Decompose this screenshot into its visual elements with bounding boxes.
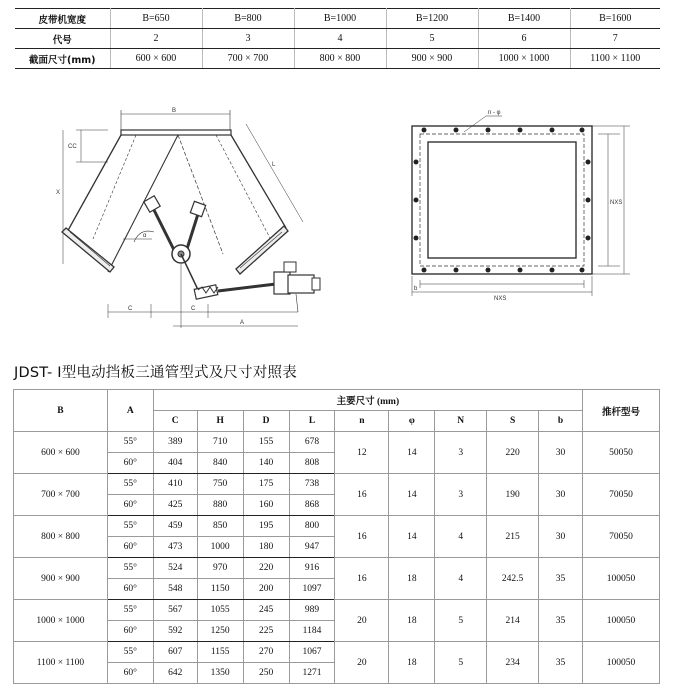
table-cell: 7 (570, 29, 660, 49)
cell-l: 916 (289, 558, 335, 579)
cell-b-small: 35 (539, 558, 583, 600)
cell-h: 1150 (197, 579, 243, 600)
cell-l: 738 (289, 474, 335, 495)
cell-d: 175 (243, 474, 289, 495)
dim-label-b-small: b (414, 286, 418, 292)
cell-d: 155 (243, 432, 289, 453)
cell-a: 60° (107, 495, 153, 516)
cell-pusher: 50050 (583, 432, 660, 474)
header-s: S (487, 411, 539, 432)
cell-s: 215 (487, 516, 539, 558)
cell-b-small: 35 (539, 642, 583, 684)
cell-a: 55° (107, 432, 153, 453)
cell-b: 1100 × 1100 (14, 642, 108, 684)
dim-label-c-right: C (191, 306, 196, 312)
table-cell: B=1600 (570, 9, 660, 29)
header-c: C (153, 411, 197, 432)
cell-l: 1271 (289, 663, 335, 684)
cell-d: 270 (243, 642, 289, 663)
cell-d: 140 (243, 453, 289, 474)
cell-h: 850 (197, 516, 243, 537)
cell-h: 970 (197, 558, 243, 579)
cell-a: 55° (107, 642, 153, 663)
row-header-code: 代号 (15, 29, 110, 49)
cell-b-small: 30 (539, 432, 583, 474)
cell-d: 160 (243, 495, 289, 516)
cell-d: 180 (243, 537, 289, 558)
header-a: A (107, 390, 153, 432)
table-row (14, 432, 660, 453)
cell-phi: 14 (389, 516, 435, 558)
cell-d: 195 (243, 516, 289, 537)
cell-a: 55° (107, 516, 153, 537)
table-row (14, 600, 660, 621)
cell-c: 404 (153, 453, 197, 474)
cell-h: 1155 (197, 642, 243, 663)
cell-n-upper: 3 (435, 432, 487, 474)
table-row (14, 474, 660, 495)
cell-pusher: 100050 (583, 642, 660, 684)
table-cell: 700 × 700 (202, 49, 294, 69)
header-main-dims: 主要尺寸 (mm) (153, 390, 582, 411)
table-cell: 3 (202, 29, 294, 49)
cell-h: 880 (197, 495, 243, 516)
table-row (14, 558, 660, 579)
header-pusher-model: 推杆型号 (583, 390, 660, 432)
cell-a: 55° (107, 474, 153, 495)
table-cell: 1000 × 1000 (478, 49, 570, 69)
cell-b-small: 35 (539, 600, 583, 642)
cell-n-upper: 5 (435, 642, 487, 684)
cell-phi: 18 (389, 558, 435, 600)
cell-d: 225 (243, 621, 289, 642)
cell-c: 389 (153, 432, 197, 453)
cell-d: 220 (243, 558, 289, 579)
cell-a: 60° (107, 621, 153, 642)
cell-a: 60° (107, 663, 153, 684)
cell-phi: 18 (389, 642, 435, 684)
front-view-drawing (398, 104, 638, 304)
cell-h: 1055 (197, 600, 243, 621)
cell-a: 60° (107, 537, 153, 558)
cell-h: 1000 (197, 537, 243, 558)
cell-l: 1067 (289, 642, 335, 663)
cell-n-upper: 5 (435, 600, 487, 642)
table-cell: B=650 (110, 9, 202, 29)
cell-h: 750 (197, 474, 243, 495)
cell-phi: 18 (389, 600, 435, 642)
cell-l: 800 (289, 516, 335, 537)
table-title: JDST- Ⅰ型电动挡板三通管型式及尺寸对照表 (14, 365, 297, 381)
cell-a: 60° (107, 579, 153, 600)
table-row (15, 29, 660, 49)
cell-h: 1350 (197, 663, 243, 684)
header-n: n (335, 411, 389, 432)
header-h: H (197, 411, 243, 432)
cell-l: 1184 (289, 621, 335, 642)
cell-phi: 14 (389, 474, 435, 516)
table-row (14, 642, 660, 663)
cell-l: 808 (289, 453, 335, 474)
dim-label-n-phi: n - φ (488, 110, 501, 116)
cell-d: 245 (243, 600, 289, 621)
cell-c: 567 (153, 600, 197, 621)
header-b: B (14, 390, 108, 432)
cell-c: 425 (153, 495, 197, 516)
dim-label-a: A (240, 320, 245, 326)
dimension-table (13, 389, 660, 684)
cell-n-upper: 4 (435, 516, 487, 558)
table-cell: B=1400 (478, 9, 570, 29)
cell-n-upper: 4 (435, 558, 487, 600)
cell-l: 947 (289, 537, 335, 558)
cell-c: 410 (153, 474, 197, 495)
cell-h: 1250 (197, 621, 243, 642)
cell-h: 840 (197, 453, 243, 474)
dim-label-b: B (172, 108, 177, 114)
header-n-upper: N (435, 411, 487, 432)
table-cell: 6 (478, 29, 570, 49)
cell-c: 459 (153, 516, 197, 537)
cell-l: 868 (289, 495, 335, 516)
dim-label-alpha: α (143, 233, 147, 239)
cell-s: 190 (487, 474, 539, 516)
table-cell: B=800 (202, 9, 294, 29)
cell-a: 55° (107, 600, 153, 621)
side-view-drawing (48, 104, 353, 334)
cell-s: 220 (487, 432, 539, 474)
cell-n-upper: 3 (435, 474, 487, 516)
cell-n: 16 (335, 474, 389, 516)
cell-pusher: 70050 (583, 474, 660, 516)
cell-s: 214 (487, 600, 539, 642)
header-d: D (243, 411, 289, 432)
cell-h: 710 (197, 432, 243, 453)
header-l: L (289, 411, 335, 432)
table-cell: 4 (294, 29, 386, 49)
cell-pusher: 70050 (583, 516, 660, 558)
table-row (15, 49, 660, 69)
cell-d: 250 (243, 663, 289, 684)
cell-n: 12 (335, 432, 389, 474)
table-row (15, 9, 660, 29)
table-cell: 1100 × 1100 (570, 49, 660, 69)
cell-n: 16 (335, 558, 389, 600)
cell-b: 900 × 900 (14, 558, 108, 600)
dim-label-c-left: C (128, 306, 133, 312)
cell-c: 473 (153, 537, 197, 558)
table-cell: 2 (110, 29, 202, 49)
cell-d: 200 (243, 579, 289, 600)
cell-n: 20 (335, 600, 389, 642)
header-b-small: b (539, 411, 583, 432)
cell-b: 600 × 600 (14, 432, 108, 474)
dim-label-cc: CC (68, 144, 77, 150)
cell-l: 989 (289, 600, 335, 621)
cell-l: 678 (289, 432, 335, 453)
row-header-section-size: 截面尺寸(mm) (15, 49, 110, 69)
cell-c: 592 (153, 621, 197, 642)
header-phi: φ (389, 411, 435, 432)
table-cell: B=1200 (386, 9, 478, 29)
table-cell: B=1000 (294, 9, 386, 29)
cell-b: 1000 × 1000 (14, 600, 108, 642)
cell-b-small: 30 (539, 516, 583, 558)
cell-n: 20 (335, 642, 389, 684)
cell-l: 1097 (289, 579, 335, 600)
dim-label-nxs-bottom: NXS (494, 296, 507, 302)
cell-b-small: 30 (539, 474, 583, 516)
table-cell: 600 × 600 (110, 49, 202, 69)
belt-width-table (15, 8, 660, 69)
cell-pusher: 100050 (583, 600, 660, 642)
dim-label-l: L (272, 162, 276, 168)
dim-label-x: X (56, 190, 61, 196)
dim-label-nxs-right: NXS (610, 200, 623, 206)
cell-s: 234 (487, 642, 539, 684)
table-row (14, 516, 660, 537)
cell-c: 607 (153, 642, 197, 663)
cell-n: 16 (335, 516, 389, 558)
cell-pusher: 100050 (583, 558, 660, 600)
cell-b: 800 × 800 (14, 516, 108, 558)
cell-c: 524 (153, 558, 197, 579)
cell-s: 242.5 (487, 558, 539, 600)
row-header-belt-width: 皮带机宽度 (15, 9, 110, 29)
table-cell: 800 × 800 (294, 49, 386, 69)
cell-c: 548 (153, 579, 197, 600)
cell-b: 700 × 700 (14, 474, 108, 516)
cell-c: 642 (153, 663, 197, 684)
table-cell: 5 (386, 29, 478, 49)
cell-a: 60° (107, 453, 153, 474)
cell-phi: 14 (389, 432, 435, 474)
cell-a: 55° (107, 558, 153, 579)
table-cell: 900 × 900 (386, 49, 478, 69)
